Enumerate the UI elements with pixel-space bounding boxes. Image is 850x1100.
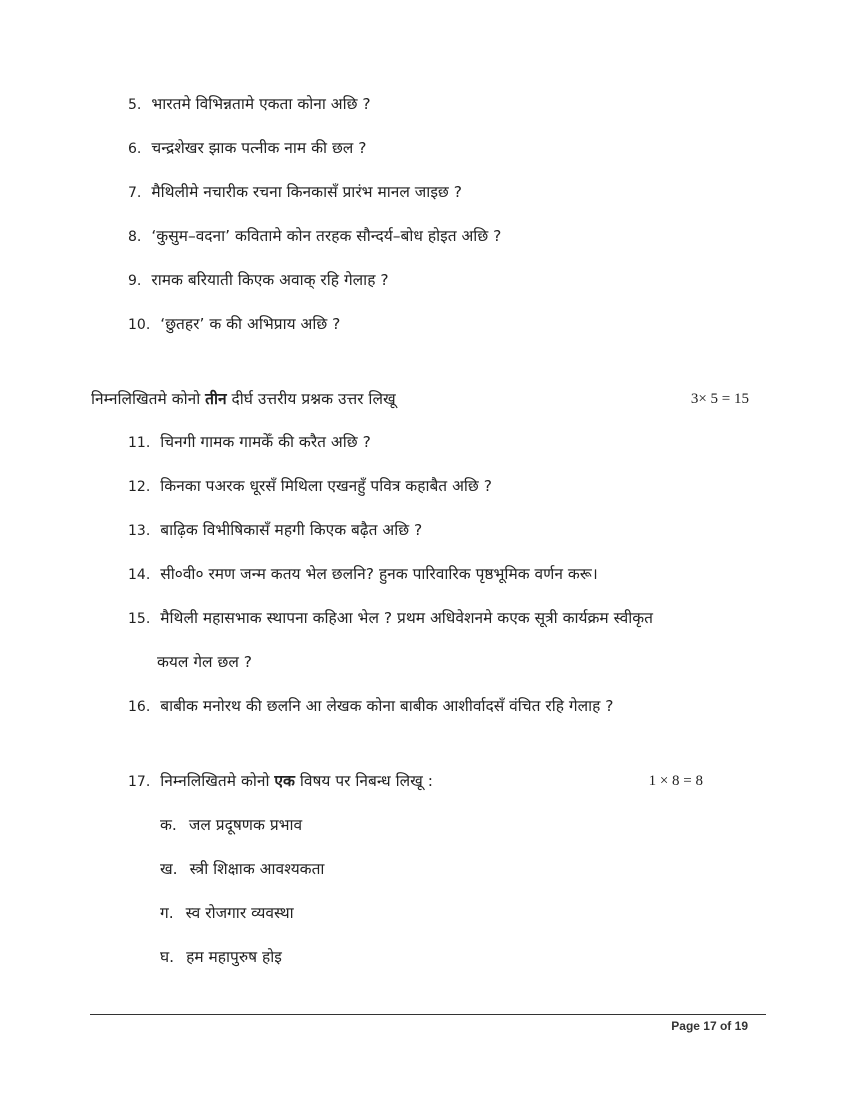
option-text: स्त्री शिक्षाक आवश्यकता [189,860,325,878]
question-13 [128,520,422,541]
option-label: क. [160,816,177,834]
question-16 [128,696,614,717]
question-number: 15. [128,611,151,627]
question-10 [128,314,340,335]
question-text: किनका पअरक धूरसँ मिथिला एखनहुँ पवित्र कहाबैत अछि ? [160,477,492,495]
question-text-bold: एक [274,772,295,790]
question-number: 12. [128,479,151,495]
option-text: जल प्रदूषणक प्रभाव [188,816,303,834]
question-7 [128,182,462,203]
instruction-text-post: दीर्घ उत्तरीय प्रश्नक उत्तर लिखू [226,390,396,408]
essay-option-kha [160,859,324,879]
question-number: 11. [128,435,151,451]
question-text: बाढ़िक विभीषिकासँ महगी किएक बढ़ैत अछि ? [160,521,423,539]
instruction-text-bold: तीन [205,390,227,408]
question-15-continuation [157,652,252,672]
footer-divider [90,1014,766,1015]
essay-option-gha [160,947,282,967]
question-number: 8. [128,229,142,245]
question-17 [128,771,703,792]
instruction-text-pre: निम्नलिखितमे कोनो [91,390,206,408]
question-text: भारतमे विभिन्नतामे एकता कोना अछि ? [151,95,371,113]
question-text: चन्द्रशेखर झाक पत्नीक नाम की छल ? [151,139,367,157]
question-text-pre: निम्नलिखितमे कोनो [160,772,275,790]
question-text: मैथिली महासभाक स्थापना कहिआ भेल ? प्रथम अधिवेशनमे कएक सूत्री कार्यक्रम स्वीकृत [160,609,653,627]
question-text: ‘छुतहर’ क की अभिप्राय अछि ? [160,315,341,333]
question-number: 7. [128,185,142,201]
question-text-continuation: कयल गेल छल ? [157,653,253,671]
option-label: घ. [160,948,175,966]
question-number: 6. [128,141,142,157]
question-text: रामक बरियाती किएक अवाक् रहि गेलाह ? [151,271,389,289]
question-12 [128,476,492,497]
question-text: बाबीक मनोरथ की छलनि आ लेखक कोना बाबीक आशीर्वादसँ वंचित रहि गेलाह ? [160,697,614,715]
question-5 [128,94,371,115]
question-6 [128,138,366,159]
question-number: 16. [128,699,151,715]
question-text: चिनगी गामक गामकेँ की करैत अछि ? [160,433,371,451]
section-b-instruction [91,389,749,409]
question-number: 9. [128,273,142,289]
section-b-marks: 3× 5 = 15 [690,391,749,407]
question-text-post: विषय पर निबन्ध लिखू : [294,772,433,790]
question-number: 5. [128,97,142,113]
question-text: सी०वी० रमण जन्म कतय भेल छलनि? हुनक पारिवारिक पृष्ठभूमिक वर्णन करू। [160,565,598,583]
question-17-marks: 1 × 8 = 8 [648,773,703,789]
question-11 [128,432,371,453]
option-label: ग. [160,904,174,922]
question-15 [128,608,653,629]
question-number: 10. [128,317,151,333]
page-number: Page 17 of 19 [671,1019,748,1033]
option-text: हम महापुरुष होइ [186,948,282,966]
question-text: मैथिलीमे नचारीक रचना किनकासँ प्रारंभ मानल जाइछ ? [151,183,462,201]
essay-option-ga [160,903,294,923]
question-number: 13. [128,523,151,539]
question-8 [128,226,501,247]
essay-option-ka [160,815,302,835]
question-9 [128,270,389,291]
question-14 [128,564,598,585]
question-number: 14. [128,567,151,583]
option-label: ख. [160,860,178,878]
question-number: 17. [128,774,151,790]
question-text: ‘कुसुम–वदना’ कवितामे कोन तरहक सौन्दर्य–बोध होइत अछि ? [151,227,502,245]
option-text: स्व रोजगार व्यवस्था [185,904,294,922]
